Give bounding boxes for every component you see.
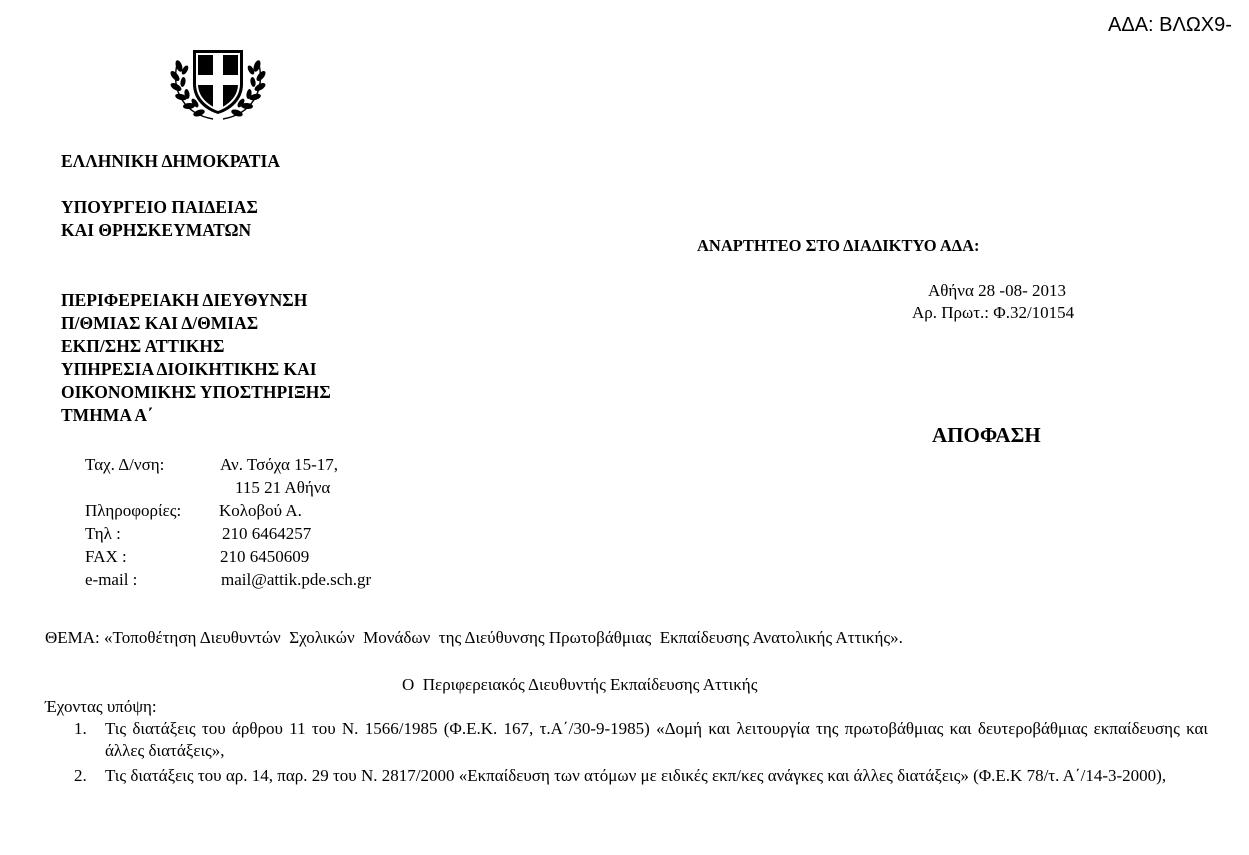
info-value: Κολοβού Α. (219, 501, 302, 520)
issuer-dept-line2: Π/ΘΜΙΑΣ ΚΑΙ Δ/ΘΜΙΑΣ (61, 313, 259, 333)
address-line1: Αν. Τσόχα 15-17, (220, 455, 339, 474)
issuer-dept-line4: ΥΠΗΡΕΣΙΑ ΔΙΟΙΚΗΤΙΚΗΣ ΚΑΙ (61, 359, 317, 379)
fax-value: 210 6450609 (220, 547, 310, 566)
issuer-dept-line5: ΟΙΚΟΝΟΜΙΚΗΣ ΥΠΟΣΤΗΡΙΞΗΣ (61, 382, 331, 402)
email-value: mail@attik.pde.sch.gr (221, 570, 372, 589)
ada-code: ΑΔΑ: ΒΛΩΧ9- (1108, 14, 1232, 36)
list-item-text: Τις διατάξεις του άρθρου 11 του Ν. 1566/1985 (Φ.Ε.Κ. 167, τ.Α΄/30-9-1985) «Δομή και λειτουργία της πρωτοβάθμιας και δευτεροβάθμιας εκπαίδευσης και άλλες διατάξεις», (105, 719, 1208, 760)
date-line: Αθήνα 28 -08- 2013 (928, 281, 1066, 300)
hellenic-emblem (165, 42, 271, 122)
issuer-dept-line6: ΤΜΗΜΑ Α΄ (61, 405, 153, 425)
list-item (74, 718, 1208, 762)
issuer-dept-line1: ΠΕΡΙΦΕΡΕΙΑΚΗ ΔΙΕΥΘΥΝΣΗ (61, 290, 308, 310)
list-item-number: 2. (74, 766, 87, 785)
authority-line: Ο Περιφερειακός Διευθυντής Εκπαίδευσης Αττικής (402, 675, 758, 694)
list-item-text: Τις διατάξεις του αρ. 14, παρ. 29 του Ν. 2817/2000 «Εκπαίδευση των ατόμων με ειδικές εκπ/κες ανάγκες και άλλες διατάξεις» (Φ.Ε.Κ 78/τ. Α΄/14-3-2000), (105, 766, 1167, 785)
issuer-ministry-line1: ΥΠΟΥΡΓΕΙΟ ΠΑΙΔΕΙΑΣ (61, 197, 258, 217)
considerations-list (74, 718, 1208, 787)
list-item-number: 1. (74, 719, 87, 738)
protocol-number: Αρ. Πρωτ.: Φ.32/10154 (912, 303, 1075, 322)
phone-value: 210 6464257 (222, 524, 312, 543)
publish-note: ΑΝΑΡΤΗΤΕΟ ΣΤΟ ΔΙΑΔΙΚΤΥΟ ΑΔΑ: (697, 236, 980, 255)
subject-line: ΘΕΜΑ: «Τοποθέτηση Διευθυντών Σχολικών Μονάδων της Διεύθυνσης Πρωτοβάθμιας Εκπαίδευσης Ανατολικής Αττικής». (45, 628, 903, 647)
considering-heading: Έχοντας υπόψη: (45, 697, 157, 716)
list-item (74, 765, 1208, 787)
issuer-dept-line3: ΕΚΠ/ΣΗΣ ΑΤΤΙΚΗΣ (61, 336, 225, 356)
issuer-country: ΕΛΛΗΝΙΚΗ ΔΗΜΟΚΡΑΤΙΑ (61, 151, 280, 171)
address-line2: 115 21 Αθήνα (235, 478, 331, 497)
phone-label: Τηλ : (85, 524, 121, 543)
emblem-cross-horizontal (198, 75, 238, 85)
email-label: e-mail : (85, 570, 138, 589)
address-label: Ταχ. Δ/νση: (85, 455, 165, 474)
info-label: Πληροφορίες: (85, 501, 182, 520)
decision-title: ΑΠΟΦΑΣΗ (932, 423, 1041, 447)
issuer-ministry-line2: ΚΑΙ ΘΡΗΣΚΕΥΜΑΤΩΝ (61, 220, 252, 240)
fax-label: FAX : (85, 547, 127, 566)
